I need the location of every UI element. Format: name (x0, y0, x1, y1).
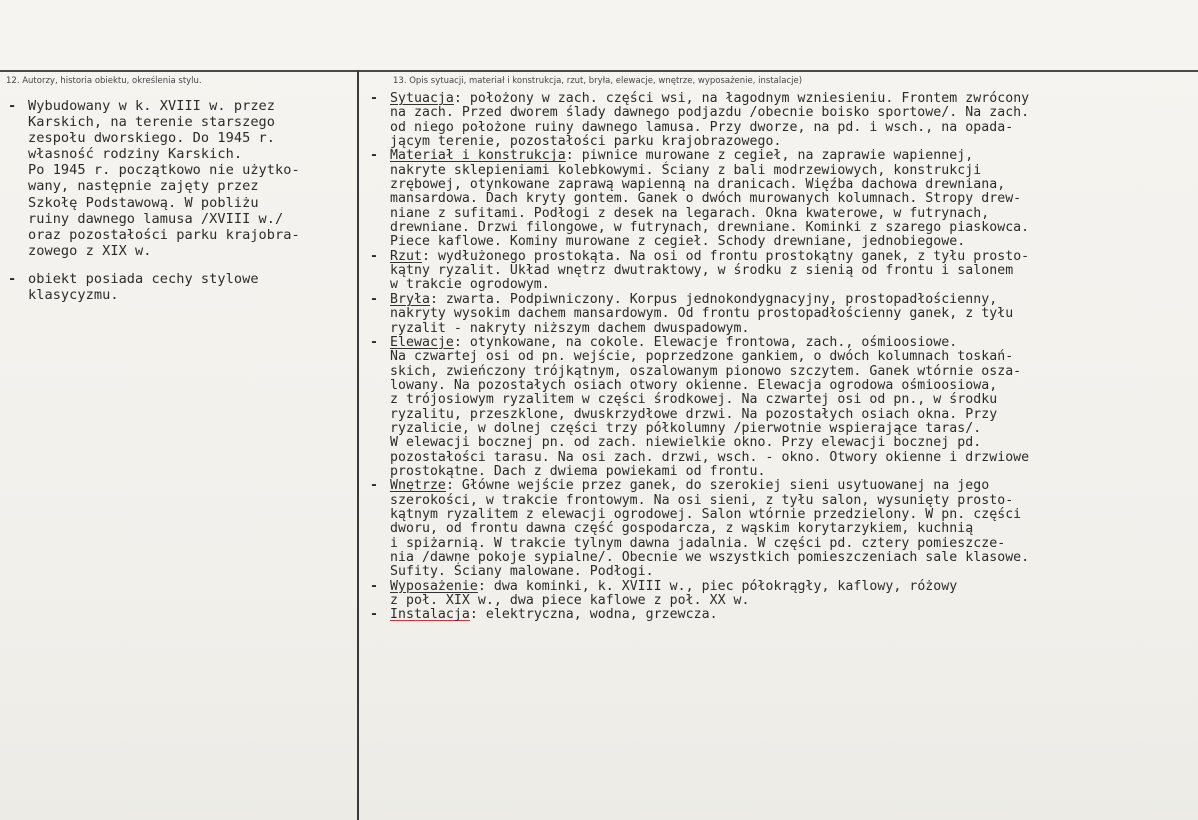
text-line: Karskich, na terenie starszego (28, 114, 276, 131)
text-line (390, 293, 1194, 307)
text-line: zowego z XIX w. (28, 242, 152, 259)
text-line: obiekt posiada cechy stylowe (28, 270, 259, 287)
section-text (390, 149, 1194, 249)
text-line: na zach. Przed dworem ślady dawnego podjazdu /obecnie boisko sportowe/. Na zach. (390, 105, 1030, 121)
text-line: W elewacji bocznej pn. od zach. niewielkie okno. Przy elewacji bocznej pd. (390, 435, 982, 451)
bullet-dash: - (370, 334, 378, 350)
section-material (370, 149, 1194, 249)
text-line: ryzalit - nakryty niższym dachem dwuspadowym. (390, 320, 750, 336)
section-text (390, 293, 1194, 336)
section-13-header: 13. Opis sytuacji, materiał i konstrukcja, rzut, bryła, elewacje, wnętrze, wyposażenie, instalacje) (393, 76, 803, 86)
text-line: w trakcie ogrodowym. (390, 277, 550, 293)
text-line (390, 479, 1194, 493)
section-label: Bryła (390, 291, 430, 307)
history-entry (8, 98, 353, 259)
text-line: klasycyzmu. (28, 287, 119, 304)
text-fragment: : położony w zach. części wsi, na łagodnym wzniesieniu. Frontem zwrócony (453, 91, 1030, 106)
text-line: nakryte sklepieniami kolebkowymi. Ściany z bali modrzewiowych, konstrukcji (390, 162, 982, 178)
text-line (390, 250, 1194, 264)
section-rzut (370, 250, 1194, 293)
text-fragment: : elektryczna, wodna, grzewcza. (469, 607, 718, 623)
section-instalacja (370, 608, 1194, 622)
text-line: i spiżarnią. W trakcie tylnym dawna jadalnia. W części pd. cztery pomieszcze- (390, 535, 1006, 551)
text-fragment: : wydłużonego prostokąta. Na osi od frontu prostokątny ganek, z tyłu prosto- (421, 248, 1030, 264)
text-line: Sufity. Ściany malowane. Podłogi. (390, 564, 654, 580)
text-line: skich, zwieńczony trójkątnym, oszalowanym pionowo szczytem. Ganek wtórnie osza- (390, 363, 1022, 379)
text-fragment: : zwarta. Podpiwniczony. Korpus jednokondygnacyjny, prostopadłościenny, (429, 291, 998, 307)
text-line: własność rodziny Karskich. (28, 146, 243, 163)
bullet-dash: - (8, 270, 17, 287)
section-text (390, 92, 1194, 149)
section-label: Instalacja (390, 607, 470, 623)
bullet-dash: - (370, 91, 378, 106)
text-line: ruiny dawnego lamusa /XVIII w./ (28, 210, 284, 227)
section-12-header: 12. Autorzy, historia obiektu, określenia stylu. (6, 76, 202, 86)
text-fragment: : piwnice murowane z cegieł, na zaprawie wapiennej, (565, 148, 974, 164)
text-line: pozostałości tarasu. Na osi zach. drzwi, wsch. - okno. Otwory okienne i drzwiowe (390, 449, 1030, 465)
section-wyposazenie (370, 580, 1194, 609)
column-divider (357, 70, 359, 820)
text-line: jącym terenie, pozostałości parku krajobrazowego. (390, 134, 782, 150)
section-wnetrze (370, 479, 1194, 579)
text-line: lowany. Na pozostałych osiach otwory okienne. Elewacja ogrodowa ośmioosiowa, (390, 377, 998, 393)
text-line: oraz pozostałości parku krajobra- (28, 226, 300, 243)
header-rule (0, 70, 1198, 72)
section-label: Wnętrze (390, 478, 446, 494)
text-line: prostokątne. Dach z dwiema powiekami od frontu. (390, 463, 766, 479)
text-line: Wybudowany w k. XVIII w. przez (28, 98, 276, 114)
text-line: szerokości, w trakcie frontowym. Na osi sieni, z tyłu salon, wysunięty prosto- (390, 492, 1014, 508)
bullet-dash: - (370, 478, 378, 494)
style-entry-text (28, 271, 353, 303)
bullet-dash: - (8, 98, 17, 114)
text-line: nia /dawne pokoje sypialne/. Obecnie we wszystkich pomieszczeniach sale klasowe. (390, 550, 1030, 565)
section-label: Wyposażenie (390, 578, 478, 594)
bullet-dash: - (370, 291, 378, 307)
section-text (390, 336, 1194, 479)
section-label: Sytuacja (390, 91, 454, 106)
text-line: niane z sufitami. Podłogi z desek na legarach. Okna kwaterowe, w futrynach, (390, 205, 990, 221)
text-line (390, 580, 1194, 594)
description-column (370, 92, 1194, 623)
bullet-dash: - (370, 248, 378, 264)
section-text (390, 479, 1194, 579)
text-fragment: : otynkowane, na cokole. Elewacje frontowa, zach., ośmioosiowe. (453, 334, 958, 350)
style-entry (8, 271, 353, 303)
section-label: Rzut (390, 248, 422, 264)
text-line: mansardowa. Dach kryty gontem. Ganek o dwóch murowanych kolumnach. Stropy drew- (390, 191, 1022, 207)
text-line: od niego położone ruiny dawnego lamusa. Przy dworze, na pd. i wsch., na opada- (390, 119, 1014, 135)
text-line: ryzalitu, przeszklone, dwuskrzydłowe drzwi. Na pozostałych osiach okna. Przy (390, 406, 998, 422)
text-line: z trójosiowym ryzalitem w części środkowej. Na czwartej osi od pn., w środku (390, 392, 998, 408)
text-line (390, 608, 1194, 622)
section-text (390, 608, 1194, 622)
text-fragment: : dwa kominki, k. XVIII w., piec półokrągły, kaflowy, różowy (477, 578, 958, 594)
text-line: wany, następnie zajęty przez (28, 178, 259, 195)
text-line: drewniane. Drzwi filongowe, w futrynach, drewniane. Kominki z szarego piaskowca. (390, 220, 1030, 236)
text-line: Na czwartej osi od pn. wejście, poprzedzone gankiem, o dwóch kolumnach toskań- (390, 349, 1014, 365)
section-text (390, 580, 1194, 609)
text-line: kątnym ryzalitem z elewacji ogrodowej. Salon wtórnie przedzielony. W pn. części (390, 506, 1022, 522)
text-line: Po 1945 r. początkowo nie użytko- (28, 162, 300, 179)
text-line: dworu, od frontu dawna część gospodarcza, z wąskim korytarzykiem, kuchnią (390, 521, 974, 537)
text-line (390, 149, 1194, 163)
text-line: z poł. XIX w., dwa piece kaflowe z poł. XX w. (390, 593, 750, 609)
text-fragment: : Główne wejście przez ganek, do szerokiej sieni usytuowanej na jego (445, 478, 990, 494)
history-column (8, 98, 353, 315)
section-sytuacja (370, 92, 1194, 149)
section-label: Elewacje (390, 334, 454, 350)
section-elewacje (370, 336, 1194, 479)
text-line: zrębowej, otynkowane zaprawą wapienną na dranicach. Więźba dachowa drewniana, (390, 177, 1006, 193)
section-bryla (370, 293, 1194, 336)
section-text (390, 250, 1194, 293)
section-label: Materiał i konstrukcja (390, 148, 566, 164)
history-entry-text (28, 98, 353, 259)
bullet-dash: - (370, 148, 378, 164)
text-line: zespołu dworskiego. Do 1945 r. (28, 130, 276, 147)
text-line: ryzalicie, w dolnej części trzy półkolumny /pierwotnie wspierające taras/. (390, 420, 982, 436)
text-line: kątny ryzalit. Układ wnętrz dwutraktowy, w środku z sienią od frontu i salonem (390, 263, 1014, 279)
text-line: Piece kaflowe. Kominy murowane z cegieł. Schody drewniane, jednobiegowe. (390, 234, 966, 250)
bullet-dash: - (370, 607, 378, 623)
text-line: nakryty wysokim dachem mansardowym. Od frontu prostopadłościenny ganek, z tyłu (390, 306, 1014, 322)
bullet-dash: - (370, 578, 378, 594)
text-line: Szkołę Podstawową. W pobliżu (28, 194, 259, 211)
